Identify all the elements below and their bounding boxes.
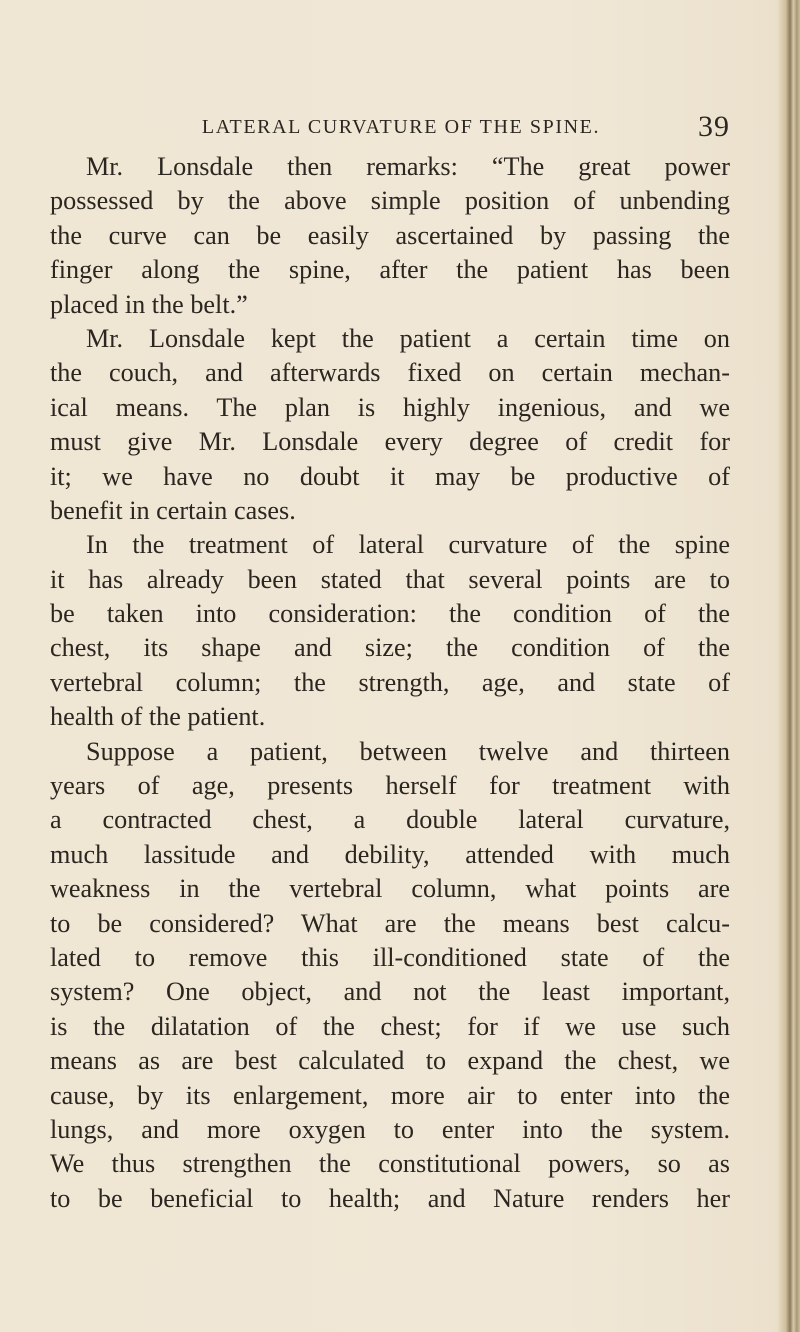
text-line: finger along the spine, after the patient has been bbox=[50, 255, 730, 285]
text-line: to be considered? What are the means best calcu- bbox=[50, 908, 730, 938]
text-line: chest, its shape and size; the condition of the bbox=[50, 633, 730, 663]
text-line: must give Mr. Lonsdale every degree of credit for bbox=[50, 427, 730, 457]
text-line: means as are best calculated to expand the chest, we bbox=[50, 1046, 730, 1076]
text-line: the curve can be easily ascertained by passing the bbox=[50, 220, 730, 250]
running-title: LATERAL CURVATURE OF THE SPINE. bbox=[201, 116, 601, 138]
page-edge-shadow bbox=[778, 0, 800, 1332]
text-line: it; we have no doubt it may be productive of bbox=[50, 461, 730, 491]
text-line: years of age, presents herself for treatment with bbox=[50, 771, 730, 801]
text-line: Mr. Lonsdale then remarks: “The great power bbox=[86, 152, 730, 181]
text-line: it has already been stated that several points are to bbox=[50, 564, 730, 594]
running-head bbox=[50, 110, 730, 150]
text-line: possessed by the above simple position of unbending bbox=[50, 186, 730, 216]
text-line: benefit in certain cases. bbox=[50, 495, 296, 525]
text-line: Suppose a patient, between twelve and thirteen bbox=[86, 736, 730, 766]
text-line: to be beneficial to health; and Nature renders her bbox=[50, 1183, 730, 1213]
text-line: the couch, and afterwards fixed on certain mechan- bbox=[50, 358, 730, 388]
text-line: ical means. The plan is highly ingenious, and we bbox=[50, 392, 730, 422]
text-line: is the dilatation of the chest; for if we use such bbox=[50, 1011, 730, 1041]
text-line: Mr. Lonsdale kept the patient a certain time on bbox=[86, 323, 730, 353]
text-line: vertebral column; the strength, age, and state of bbox=[50, 667, 730, 697]
text-line: a contracted chest, a double lateral curvature, bbox=[50, 805, 730, 835]
page-number: 39 bbox=[698, 110, 730, 143]
text-line: health of the patient. bbox=[50, 702, 266, 732]
text-line: cause, by its enlargement, more air to enter into the bbox=[50, 1080, 730, 1110]
text-line: In the treatment of lateral curvature of the spine bbox=[86, 530, 730, 560]
text-line: weakness in the vertebral column, what points are bbox=[50, 874, 730, 904]
text-line: lungs, and more oxygen to enter into the system. bbox=[50, 1114, 730, 1144]
text-line: lated to remove this ill-conditioned state of the bbox=[50, 942, 730, 972]
text-line: be taken into consideration: the condition of the bbox=[50, 599, 730, 629]
body-text bbox=[50, 150, 730, 1216]
text-line: We thus strengthen the constitutional powers, so as bbox=[50, 1149, 730, 1179]
text-line: system? One object, and not the least important, bbox=[50, 977, 730, 1007]
text-line: placed in the belt.” bbox=[50, 289, 248, 319]
text-line: much lassitude and debility, attended with much bbox=[50, 839, 730, 869]
